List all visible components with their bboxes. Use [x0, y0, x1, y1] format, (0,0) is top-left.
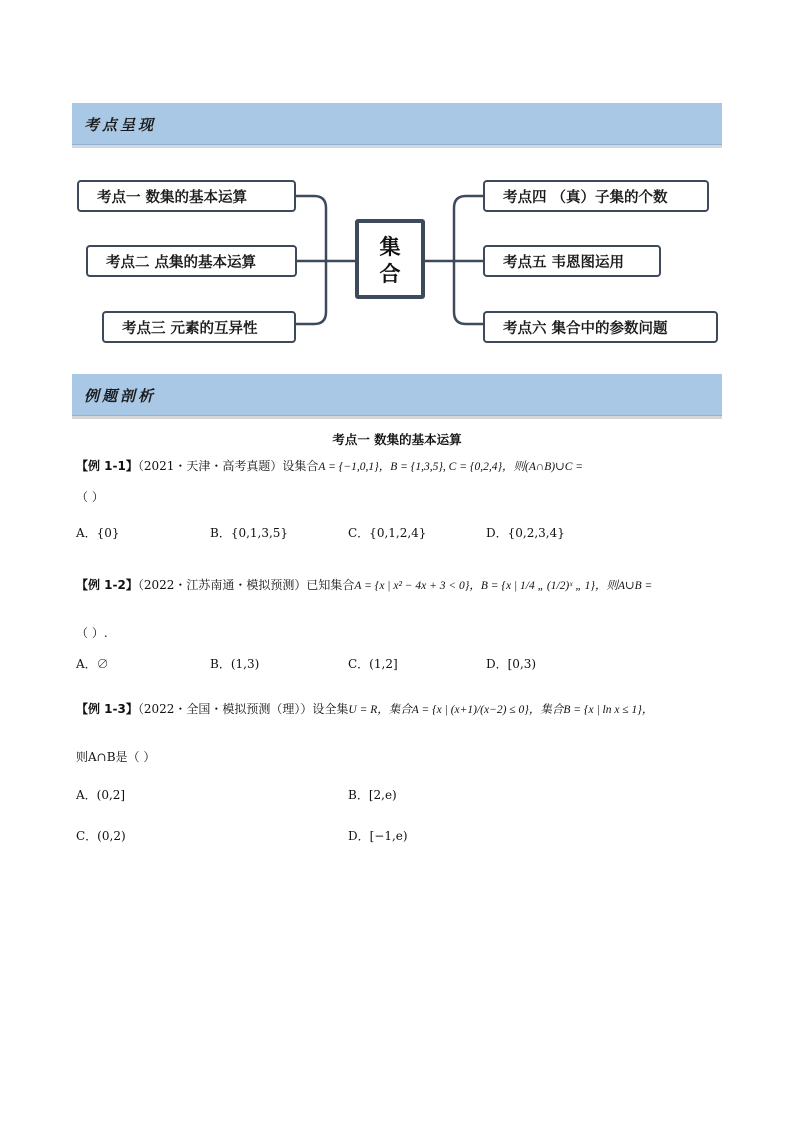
set-a-math: A = {x | (x+1)/(x−2) ≤ 0}	[411, 704, 529, 716]
mindmap-node-topic-4: 考点四 （真）子集的个数	[483, 180, 709, 212]
section-heading: 考点一 数集的基本运算	[332, 432, 462, 447]
question-line: 则A∩B是（ ）	[76, 750, 156, 764]
option-a: A．{0}	[76, 526, 120, 540]
banner-title: 考点呈现	[84, 116, 157, 134]
set-b-math: ，集合B = {x | ln x ≤ 1}，	[528, 704, 654, 716]
option-d: D．[−1,e)	[348, 829, 408, 843]
example-math: A = {−1,0,1}，B = {1,3,5}, C = {0,2,4}，则(A∩B)∪C =	[318, 461, 584, 473]
option-a: A．(0,2]	[76, 788, 126, 802]
option-a: A．∅	[76, 657, 109, 671]
option-c: C．{0,1,2,4}	[348, 526, 427, 540]
universal-set-math: U = R，集合	[348, 704, 412, 716]
example-1-2-stem	[76, 576, 652, 593]
mindmap-node-topic-6: 考点六 集合中的参数问题	[483, 311, 718, 343]
answer-blank: （ ）.	[76, 626, 108, 640]
example-source: （2021・天津・高考真题）设集合	[137, 459, 319, 473]
section-banner-liti	[72, 374, 722, 419]
option-c: C．(0,2)	[76, 829, 126, 843]
option-b: B．[2,e)	[348, 788, 397, 802]
option-c: C．(1,2]	[348, 657, 398, 671]
example-tag: 【例 1-3】	[76, 702, 138, 716]
option-d: D．[0,3)	[486, 657, 537, 671]
banner-title: 例题剖析	[84, 387, 157, 405]
example-tag: 【例 1-1】	[76, 459, 138, 473]
set-a-math: A = {x | x² − 4x + 3 < 0}	[354, 580, 470, 592]
option-d: D．{0,2,3,4}	[486, 526, 565, 540]
mindmap-node-topic-5: 考点五 韦恩图运用	[483, 245, 661, 277]
mindmap-node-topic-1: 考点一 数集的基本运算	[77, 180, 296, 212]
center-char-2: 合	[379, 262, 401, 286]
example-source: （2022・全国・模拟预测（理））设全集	[137, 702, 349, 716]
example-tag: 【例 1-2】	[76, 578, 138, 592]
center-char-1: 集	[379, 235, 401, 259]
example-source: （2022・江苏南通・模拟预测）已知集合	[137, 578, 355, 592]
mindmap-node-topic-3: 考点三 元素的互异性	[102, 311, 296, 343]
example-1-1-stem	[76, 457, 583, 474]
union-math: ，则A∪B =	[594, 580, 653, 592]
example-1-3-stem	[76, 700, 653, 717]
option-b: B．(1,3)	[210, 657, 260, 671]
option-b: B．{0,1,3,5}	[210, 526, 289, 540]
answer-blank: （ ）	[76, 490, 104, 504]
set-b-math: ，B = {x | 1/4 „ (1/2)ˣ „ 1}	[469, 580, 595, 592]
mindmap-node-topic-2: 考点二 点集的基本运算	[86, 245, 297, 277]
mindmap-center-node	[355, 219, 425, 299]
